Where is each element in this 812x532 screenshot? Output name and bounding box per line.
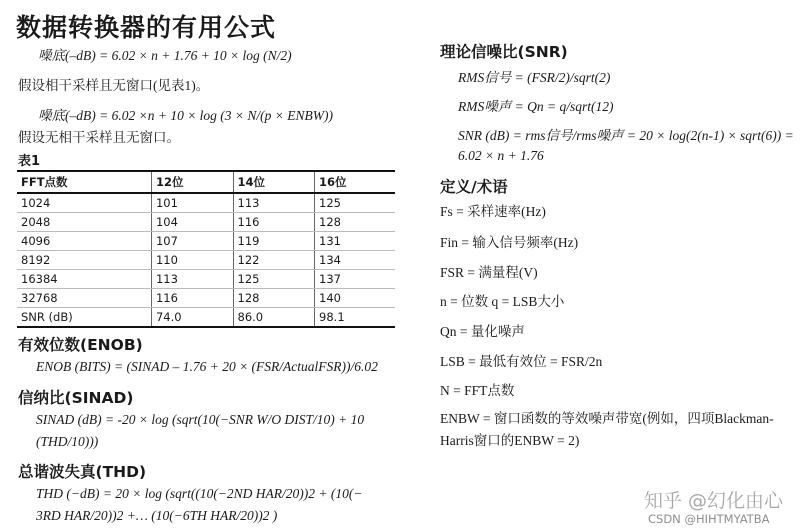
table-row-snr bbox=[17, 308, 395, 328]
table-row bbox=[17, 193, 395, 213]
fft-noise-floor-table bbox=[17, 170, 395, 328]
table-header-cell: 16位 bbox=[315, 171, 395, 193]
table-cell: 113 bbox=[233, 193, 315, 213]
table-cell: 86.0 bbox=[233, 308, 315, 328]
enob-formula: ENOB (BITS) = (SINAD – 1.76 + 20 × (FSR/ActualFSR))/6.02 bbox=[36, 359, 378, 374]
table-cell: 2048 bbox=[17, 213, 151, 232]
definition-lsb: LSB = 最低有效位 = FSR/2n bbox=[440, 354, 603, 369]
table-title: 表1 bbox=[18, 154, 41, 169]
table-header-cell: FFT点数 bbox=[17, 171, 151, 193]
csdn-watermark: CSDN @HIHTMYATBA bbox=[648, 512, 770, 526]
definition-n-q: n = 位数 q = LSB大小 bbox=[440, 294, 565, 309]
table-cell: 104 bbox=[151, 213, 233, 232]
table-header-cell: 12位 bbox=[151, 171, 233, 193]
rms-signal-formula: RMS信号 = (FSR/2)/sqrt(2) bbox=[458, 70, 611, 85]
table-cell: 101 bbox=[151, 193, 233, 213]
enob-heading: 有效位数(ENOB) bbox=[18, 336, 143, 354]
snr-formula-line-1: SNR (dB) = rms信号/rms噪声 = 20 × log(2(n-1) × sqrt(6)) = bbox=[458, 128, 794, 143]
table-cell: 137 bbox=[315, 270, 395, 289]
table-cell: 113 bbox=[151, 270, 233, 289]
table-cell: 116 bbox=[233, 213, 315, 232]
table-cell: 128 bbox=[315, 213, 395, 232]
table-row bbox=[17, 232, 395, 251]
rms-noise-formula: RMS噪声 = Qn = q/sqrt(12) bbox=[458, 99, 614, 114]
table-cell: 128 bbox=[233, 289, 315, 308]
thd-heading: 总谐波失真(THD) bbox=[18, 463, 147, 481]
definitions-heading: 定义/术语 bbox=[440, 178, 508, 196]
table-header-row bbox=[17, 171, 395, 193]
table-row bbox=[17, 270, 395, 289]
table-cell: 98.1 bbox=[315, 308, 395, 328]
noise-floor-formula-coherent: 噪底(–dB) = 6.02 × n + 1.76 + 10 × log (N/2) bbox=[38, 48, 292, 63]
table-cell: 110 bbox=[151, 251, 233, 270]
table-cell: 125 bbox=[233, 270, 315, 289]
table-cell: 134 bbox=[315, 251, 395, 270]
table-cell: 125 bbox=[315, 193, 395, 213]
sinad-heading: 信纳比(SINAD) bbox=[18, 389, 134, 407]
table-cell: 16384 bbox=[17, 270, 151, 289]
definition-enbw: ENBW = 窗口函数的等效噪声带宽(例如，四项Blackman-Harris窗口的ENBW = 2) bbox=[440, 411, 774, 448]
table-row bbox=[17, 213, 395, 232]
definition-fsr: FSR = 满量程(V) bbox=[440, 265, 538, 280]
definition-fft-points: N = FFT点数 bbox=[440, 383, 515, 398]
noise-floor-formula-noncoherent: 噪底(–dB) = 6.02 ×n + 10 × log (3 × N/(p × ENBW)) bbox=[38, 108, 334, 123]
table-cell: 74.0 bbox=[151, 308, 233, 328]
table-cell: 140 bbox=[315, 289, 395, 308]
table-header-cell: 14位 bbox=[233, 171, 315, 193]
thd-formula-line-2: 3RD HAR/20))2 +… (10(−6TH HAR/20))2 ) bbox=[36, 508, 278, 523]
definition-qn: Qn = 量化噪声 bbox=[440, 324, 525, 339]
table-cell: SNR (dB) bbox=[17, 308, 151, 328]
table-cell: 131 bbox=[315, 232, 395, 251]
zhihu-watermark: 知乎 @幻化由心 bbox=[644, 490, 784, 512]
sinad-formula-line-2: (THD/10))) bbox=[36, 434, 99, 449]
table-cell: 122 bbox=[233, 251, 315, 270]
table-cell: 4096 bbox=[17, 232, 151, 251]
table-cell: 1024 bbox=[17, 193, 151, 213]
note-coherent-sampling: 假设相干采样且无窗口(见表1)。 bbox=[18, 78, 210, 93]
definition-fin: Fin = 输入信号频率(Hz) bbox=[440, 235, 579, 250]
definition-fs: Fs = 采样速率(Hz) bbox=[440, 204, 546, 219]
note-noncoherent-sampling: 假设无相干采样且无窗口。 bbox=[18, 130, 180, 145]
table-cell: 107 bbox=[151, 232, 233, 251]
table-row bbox=[17, 289, 395, 308]
table-cell: 32768 bbox=[17, 289, 151, 308]
snr-heading: 理论信噪比(SNR) bbox=[440, 43, 568, 61]
snr-formula-line-2: 6.02 × n + 1.76 bbox=[458, 148, 544, 163]
sinad-formula-line-1: SINAD (dB) = -20 × log (sqrt(10(−SNR W/O DIST/10) + 10 bbox=[36, 412, 365, 427]
table-cell: 119 bbox=[233, 232, 315, 251]
thd-formula-line-1: THD (−dB) = 20 × log (sqrt((10(−2ND HAR/20))2 + (10(− bbox=[36, 486, 363, 501]
table-cell: 116 bbox=[151, 289, 233, 308]
table-cell: 8192 bbox=[17, 251, 151, 270]
table-row bbox=[17, 251, 395, 270]
page-title: 数据转换器的有用公式 bbox=[16, 13, 277, 42]
